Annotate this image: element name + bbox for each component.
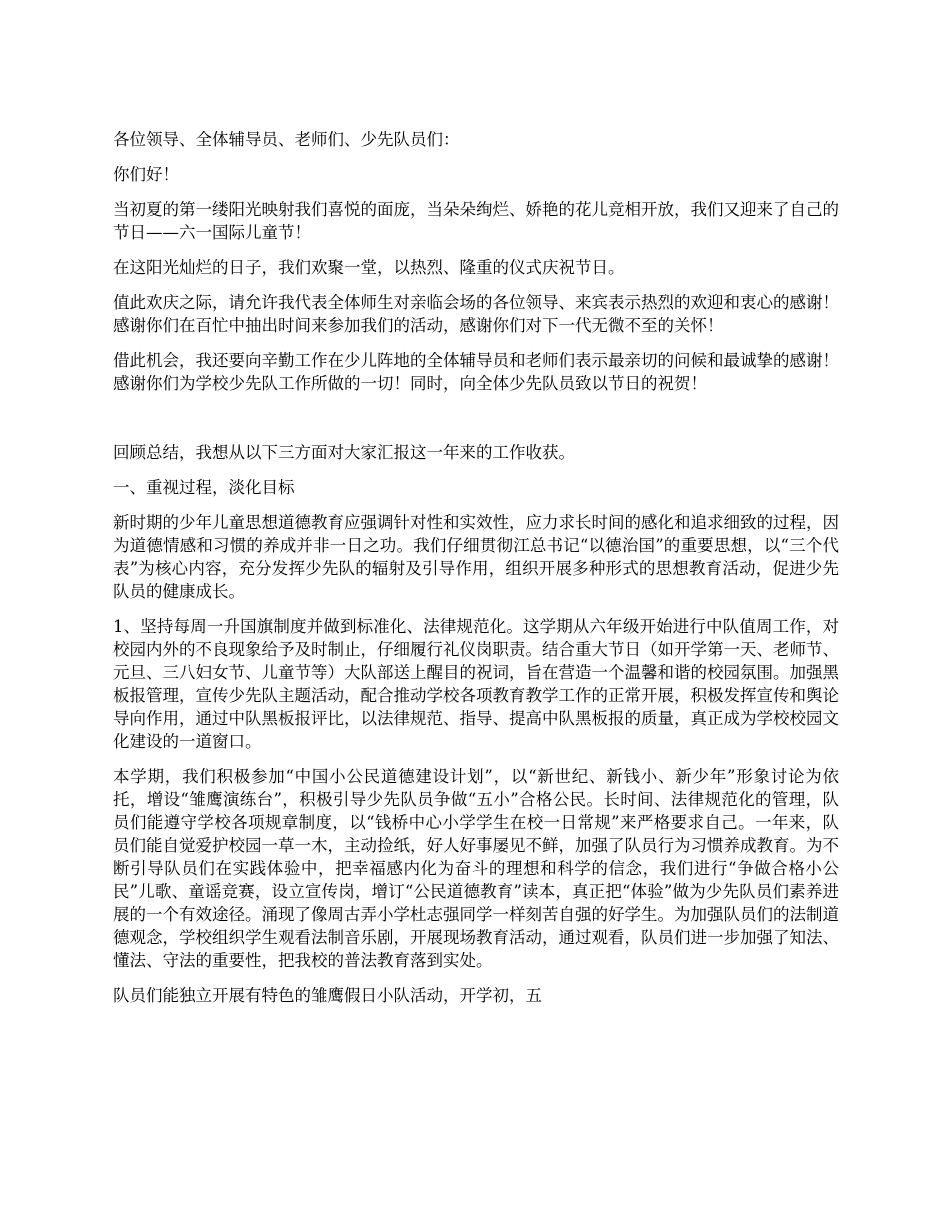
section-spacer [113,407,839,441]
paragraph-moral-education: 新时期的少年儿童思想道德教育应强调针对性和实效性，应力求长时间的感化和追求细致的过程，因为道德情感和习惯的养成并非一日之功。我们仔细贯彻江总书记“以德治国”的重要思想，以“三个代表”为核心内容，充分发挥少先队的辐射及引导作用，组织开展多种形式的思想教育活动，促进少先队员的健康成长。 [113,513,839,601]
paragraph-thanks: 借此机会，我还要向辛勤工作在少儿阵地的全体辅导员和老师们表示最亲切的问候和最诚挚的感谢！感谢你们为学校少先队工作所做的一切！同时，向全体少先队员致以节日的祝贺！ [113,351,839,393]
paragraph-celebration: 在这阳光灿烂的日子，我们欢聚一堂，以热烈、隆重的仪式庆祝节日。 [113,258,625,277]
greeting: 你们好！ [113,165,179,184]
paragraph-review: 回顾总结，我想从以下三方面对大家汇报这一年来的工作收获。 [113,443,575,462]
paragraph-holiday-activities: 队员们能独立开展有特色的雏鹰假日小队活动，开学初，五 [113,986,542,1005]
paragraph-intro: 当初夏的第一缕阳光映射我们喜悦的面庞，当朵朵绚烂、娇艳的花儿竞相开放，我们又迎来了自己的节日——六一国际儿童节！ [113,200,839,242]
section-heading: 一、重视过程，淡化目标 [113,478,295,497]
salutation: 各位领导、全体辅导员、老师们、少先队员们： [113,130,460,149]
document-body [113,128,839,1019]
paragraph-citizen-plan: 本学期，我们积极参加“中国小公民道德建设计划”，以“新世纪、新钱小、新少年”形象讨论为依托，增设“雏鹰演练台”，积极引导少先队员争做“五小”合格公民。长时间、法律规范化的管理，队员们能遵守学校各项规章制度，以“钱桥中心小学学生在校一日常规”来严格要求自己。一年来，队员们能自觉爱护校园一草一木，主动捡纸，好人好事屡见不鲜，加强了队员行为习惯养成教育。为不断引导队员们在实践体验中，把幸福感内化为奋斗的理想和科学的信念，我们进行“争做合格小公民”儿歌、童谣竞赛，设立宣传岗，增订“公民道德教育”读本，真正把“体验”做为少先队员们素养进展的一个有效途径。涌现了像周古弄小学杜志强同学一样刻苦自强的好学生。为加强队员们的法制道德观念，学校组织学生观看法制音乐剧，开展现场教育活动，通过观看，队员们进一步加强了知法、懂法、守法的重要性，把我校的普法教育落到实处。 [113,767,839,970]
paragraph-welcome: 值此欢庆之际，请允许我代表全体师生对亲临会场的各位领导、来宾表示热烈的欢迎和衷心的感谢！感谢你们在百忙中抽出时间来参加我们的活动，感谢你们对下一代无微不至的关怀！ [113,293,839,335]
paragraph-flag-raising: 1、坚持每周一升国旗制度并做到标准化、法律规范化。这学期从六年级开始进行中队值周工作，对校园内外的不良现象给予及时制止，仔细履行礼仪岗职责。结合重大节日（如开学第一天、老师节、元旦、三八妇女节、儿童节等）大队部送上醒目的祝词，旨在营造一个温馨和谐的校园氛围。加强黑板报管理，宣传少先队主题活动，配合推动学校各项教育教学工作的正常开展，积极发挥宣传和舆论导向作用，通过中队黑板报评比，以法律规范、指导、提高中队黑板报的质量，真正成为学校校园文化建设的一道窗口。 [113,617,839,751]
